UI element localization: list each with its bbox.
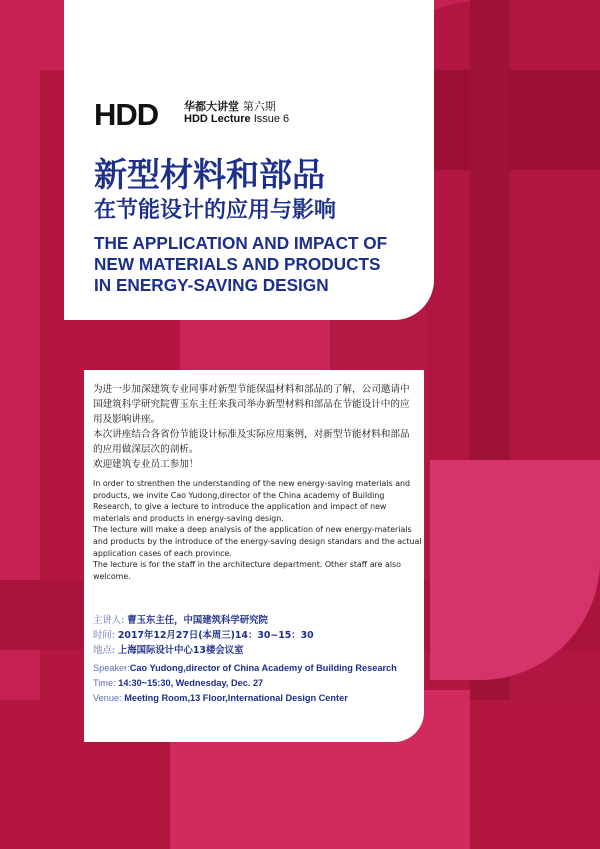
place-label: 地点:	[93, 645, 115, 656]
title-en-line: THE APPLICATION AND IMPACT OF	[94, 233, 388, 253]
venue-value: Meeting Room,13 Floor,International Design Center	[124, 693, 348, 703]
title-en-line: IN ENERGY-SAVING DESIGN	[94, 275, 329, 295]
venue-label: Venue:	[93, 693, 122, 703]
intro-cn-paragraph: 为进一步加深建筑专业同事对新型节能保温材料和部品的了解，公司邀请中国建筑科学研究院曹玉东主任来我司举办新型材料和部品在节能设计中的应用及影响讲座。	[93, 384, 410, 425]
event-info-cn	[93, 613, 314, 658]
speaker-row-cn	[93, 613, 314, 628]
issue-number-cn: 第六期	[242, 100, 276, 113]
intro-en-paragraph: In order to strenthen the understanding of the new energy-saving materials and products, we invite Cao Yudong,director of the China academy of Building Research, to give a lecture to introduce the application and impact of new materials and products in energy-saving design.	[93, 479, 411, 523]
speaker-row-en	[93, 661, 397, 676]
time-row-en	[93, 676, 397, 691]
title-en	[94, 233, 424, 296]
title-en-line: NEW MATERIALS AND PRODUCTS	[94, 254, 381, 274]
hdd-logo: HDD	[94, 97, 159, 132]
place-row-cn	[93, 643, 314, 658]
venue-row-en	[93, 691, 397, 706]
speaker-value: 曹玉东主任，中国建筑科学研究院	[127, 615, 268, 626]
time-label: Time:	[93, 678, 116, 688]
intro-en	[93, 478, 423, 582]
title-cn-line2: 在节能设计的应用与影响	[94, 198, 337, 223]
speaker-label: 主讲人:	[93, 615, 125, 626]
time-value: 14:30~15:30, Wednesday, Dec. 27	[118, 678, 264, 688]
speaker-label: Speaker:	[93, 663, 130, 673]
title-cn-line1: 新型材料和部品	[94, 155, 325, 194]
time-label: 时间:	[93, 630, 115, 641]
time-row-cn	[93, 628, 314, 643]
issue-number-en: Issue 6	[253, 113, 290, 125]
intro-en-paragraph: The lecture will make a deep analysis of the application of new energy-materials and products by the introduce of the energy-saving design standars and the actual application cases of each province.	[93, 525, 422, 558]
event-info-en	[93, 661, 397, 706]
intro-cn-paragraph: 本次讲座结合各省份节能设计标准及实际应用案例，对新型节能材料和部品的应用做深层次的剖析。	[93, 429, 410, 455]
intro-en-paragraph: The lecture is for the staff in the architecture department. Other staff are also welcome.	[93, 560, 401, 581]
intro-cn-paragraph: 欢迎建筑专业员工参加！	[93, 459, 199, 470]
speaker-value: Cao Yudong,director of China Academy of Building Research	[129, 663, 397, 673]
time-value: 2017年12月27日(本周三)14：30~15：30	[117, 630, 314, 641]
place-value: 上海国际设计中心13楼会议室	[117, 645, 244, 656]
lecture-name-cn: 华都大讲堂	[184, 100, 239, 113]
intro-cn	[93, 382, 417, 472]
issue-label-cn	[184, 98, 276, 114]
lecture-name-en: HDD Lecture	[184, 113, 251, 125]
issue-label-en	[184, 113, 289, 125]
